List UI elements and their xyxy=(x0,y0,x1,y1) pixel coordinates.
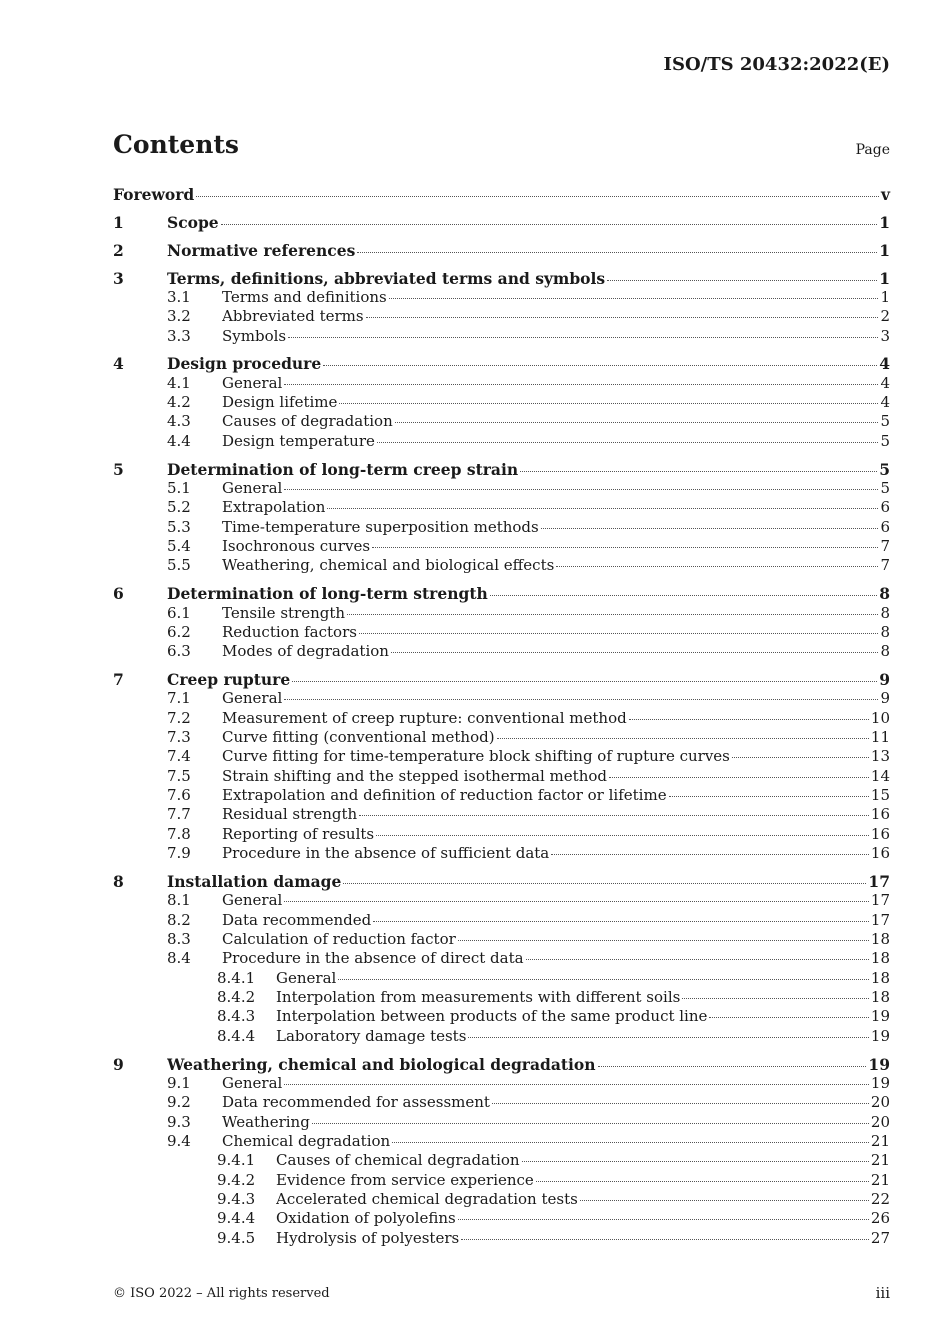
toc-entry-page: 8 xyxy=(879,584,890,604)
toc-entry-page: 1 xyxy=(879,212,890,232)
toc-entry-number: 5 xyxy=(113,459,124,479)
toc-entry[interactable] xyxy=(113,767,890,786)
dot-leader xyxy=(389,297,879,299)
toc-entry-title: Laboratory damage tests xyxy=(276,1026,467,1045)
toc-entry-title: Residual strength xyxy=(222,805,358,824)
toc-entry-page: 21 xyxy=(870,1170,890,1189)
toc-entry[interactable] xyxy=(113,969,890,988)
dot-leader xyxy=(609,776,869,778)
page-column-label: Page xyxy=(855,142,890,158)
toc-entry[interactable] xyxy=(113,354,890,373)
dot-leader xyxy=(556,565,878,567)
toc-entry-number: 3 xyxy=(113,268,124,288)
toc-entry-page: 13 xyxy=(870,747,890,766)
toc-entry[interactable] xyxy=(113,825,890,844)
dot-leader xyxy=(347,613,878,615)
toc-entry[interactable] xyxy=(113,460,890,479)
toc-entry-page: 5 xyxy=(880,478,890,497)
toc-entry-page: 19 xyxy=(868,1054,890,1074)
dot-leader xyxy=(629,718,869,720)
toc-entry[interactable] xyxy=(113,1055,890,1074)
toc-entry-title: Measurement of creep rupture: conventional method xyxy=(222,708,627,727)
toc-entry-page: 17 xyxy=(870,910,890,929)
toc-entry-number: 8.4.2 xyxy=(217,988,256,1007)
toc-entry[interactable] xyxy=(113,689,890,708)
toc-entry-page: 17 xyxy=(868,872,890,891)
toc-entry-page: 4 xyxy=(879,354,890,374)
toc-entry-number: 7 xyxy=(113,670,124,690)
toc-entry-title: Interpolation between products of the same product line xyxy=(276,1007,708,1026)
toc-entry[interactable] xyxy=(113,930,890,949)
contents-title-row xyxy=(113,130,890,166)
dot-leader xyxy=(468,1036,868,1038)
toc-entry[interactable] xyxy=(113,518,890,537)
toc-entry-title: General xyxy=(222,891,283,910)
toc-entry-page: 10 xyxy=(870,708,890,727)
toc-entry[interactable] xyxy=(113,911,890,930)
toc-entry-number: 8.1 xyxy=(167,891,191,910)
toc-entry[interactable] xyxy=(113,1093,890,1112)
toc-entry-number: 7.6 xyxy=(167,786,191,805)
toc-entry-page: 6 xyxy=(880,517,890,536)
toc-entry-page: 7 xyxy=(880,556,890,575)
toc-entry[interactable] xyxy=(113,432,890,451)
dot-leader xyxy=(288,336,878,338)
toc-entry-page: 4 xyxy=(880,393,890,412)
toc-entry[interactable] xyxy=(113,498,890,517)
toc-entry-number: 7.3 xyxy=(167,728,191,747)
toc-entry-number: 4.2 xyxy=(167,393,191,412)
toc-entry-page: 7 xyxy=(880,537,890,555)
toc-entry[interactable] xyxy=(113,1132,890,1151)
toc-entry-title: Evidence from service experience xyxy=(276,1170,534,1189)
dot-leader xyxy=(284,900,869,902)
toc-entry-number: 9.3 xyxy=(167,1112,191,1131)
toc-entry-page: 1 xyxy=(880,287,890,306)
toc-entry-title: Hydrolysis of polyesters xyxy=(276,1228,460,1247)
toc-entry-page: 1 xyxy=(879,240,890,260)
toc-entry[interactable] xyxy=(113,988,890,1007)
toc-entry-page: 21 xyxy=(870,1131,890,1150)
toc-entry-number: 9.1 xyxy=(167,1073,191,1092)
toc-entry-page: 4 xyxy=(880,373,890,392)
toc-entry-page: 3 xyxy=(880,326,890,345)
toc-entry-number: 4.4 xyxy=(167,431,191,450)
toc-entry-page: 5 xyxy=(880,431,890,450)
toc-entry-title: Data recommended xyxy=(222,910,372,929)
toc-entry-page: 19 xyxy=(870,1073,890,1092)
dot-leader xyxy=(526,958,869,960)
toc-entry-number: 6.3 xyxy=(167,642,191,661)
toc-entry-number: 8.4.3 xyxy=(217,1007,256,1026)
toc-entry-page: 18 xyxy=(870,968,890,987)
dot-leader xyxy=(395,421,879,423)
toc-entry-number: 7.8 xyxy=(167,824,191,843)
toc-entry-title: Interpolation from measurements with different soils xyxy=(276,988,681,1007)
toc-entry[interactable] xyxy=(113,670,890,689)
toc-entry[interactable] xyxy=(113,1229,890,1248)
toc-entry-page: 15 xyxy=(870,786,890,805)
toc-entry-page: 26 xyxy=(870,1209,890,1228)
toc-entry-title: Causes of chemical degradation xyxy=(276,1151,520,1170)
toc-entry-title: Installation damage xyxy=(167,872,342,891)
dot-leader xyxy=(391,651,879,653)
toc-entry-page: 8 xyxy=(880,642,890,661)
dot-leader xyxy=(284,1083,869,1085)
toc-entry[interactable] xyxy=(113,307,890,326)
toc-entry[interactable] xyxy=(113,584,890,603)
dot-leader xyxy=(669,795,869,797)
dot-leader xyxy=(458,1218,869,1220)
toc-entry-page: 20 xyxy=(870,1093,890,1112)
toc-entry-number: 7.2 xyxy=(167,708,191,727)
toc-entry-number: 5.5 xyxy=(167,556,191,575)
toc-entry-title: Design lifetime xyxy=(222,393,338,412)
toc-entry-title: Tensile strength xyxy=(222,603,346,622)
toc-entry-number: 7.1 xyxy=(167,689,191,708)
toc-entry-number: 5.1 xyxy=(167,478,191,497)
toc-entry-page: 19 xyxy=(870,1026,890,1045)
toc-entry-page: 21 xyxy=(870,1151,890,1170)
toc-entry-number: 7.5 xyxy=(167,766,191,785)
toc-entry-title: Reduction factors xyxy=(222,622,357,641)
toc-entry-title: Design temperature xyxy=(222,431,375,450)
toc-entry-page: 18 xyxy=(870,988,890,1007)
toc-entry[interactable] xyxy=(113,479,890,498)
dot-leader xyxy=(541,527,879,529)
toc-entry-number: 7.4 xyxy=(167,747,191,766)
toc-entry-page: 18 xyxy=(870,930,890,949)
toc-entry-page: 11 xyxy=(870,728,890,747)
dot-leader xyxy=(359,814,869,816)
toc-entry-title: Curve fitting (conventional method) xyxy=(222,728,495,747)
toc-entry-number: 8.4.1 xyxy=(217,968,256,987)
toc-entry-title: Weathering, chemical and biological degradation xyxy=(167,1054,596,1074)
toc-entry-title: Causes of degradation xyxy=(222,412,393,431)
toc-entry-number: 6.1 xyxy=(167,603,191,622)
toc-entry[interactable] xyxy=(113,269,890,288)
toc-entry-title: Determination of long-term strength xyxy=(167,584,488,604)
toc-entry[interactable] xyxy=(113,1171,890,1190)
toc-entry-number: 5.2 xyxy=(167,498,191,517)
toc-entry-page: 22 xyxy=(870,1190,890,1208)
dot-leader xyxy=(359,632,879,634)
toc-entry-title: Calculation of reduction factor xyxy=(222,930,456,949)
toc-entry-number: 2 xyxy=(113,240,124,260)
dot-leader xyxy=(392,1141,869,1143)
dot-leader xyxy=(522,1160,869,1162)
toc-entry-title: Modes of degradation xyxy=(222,642,389,661)
toc-entry-title: Symbols xyxy=(222,326,287,345)
toc-entry[interactable] xyxy=(113,393,890,412)
toc-entry-title: General xyxy=(222,689,283,708)
toc-entry-number: 9.4.4 xyxy=(217,1209,256,1228)
toc-entry-title: Weathering xyxy=(222,1112,310,1131)
dot-leader xyxy=(343,882,866,884)
toc-entry[interactable] xyxy=(113,604,890,623)
dot-leader xyxy=(339,402,878,404)
toc-entry-title: General xyxy=(222,478,283,497)
toc-entry-title: Determination of long-term creep strain xyxy=(167,459,519,479)
toc-entry[interactable] xyxy=(113,786,890,805)
toc-entry[interactable] xyxy=(113,374,890,393)
page-number: iii xyxy=(875,1284,890,1302)
toc-entry-number: 8.4 xyxy=(167,949,191,968)
toc-entry-title: Chemical degradation xyxy=(222,1131,391,1150)
toc-entry-page: 17 xyxy=(870,891,890,910)
toc-entry[interactable] xyxy=(113,709,890,728)
toc-entry[interactable] xyxy=(113,1209,890,1228)
toc-entry-number: 3.1 xyxy=(167,287,191,306)
toc-entry[interactable] xyxy=(113,537,890,556)
toc-entry-number: 4.1 xyxy=(167,373,191,392)
toc-entry-number: 6 xyxy=(113,584,124,604)
dot-leader xyxy=(366,316,879,318)
dot-leader xyxy=(598,1065,867,1067)
toc-entry-page: 16 xyxy=(870,844,890,863)
toc-entry-number: 8 xyxy=(113,872,124,891)
toc-entry[interactable] xyxy=(113,623,890,642)
toc-entry-page: 5 xyxy=(879,459,890,479)
toc-entry-number: 9.4.5 xyxy=(217,1228,256,1247)
dot-leader xyxy=(520,470,877,472)
toc-entry[interactable] xyxy=(113,1027,890,1046)
dot-leader xyxy=(607,279,877,281)
copyright-notice: © ISO 2022 – All rights reserved xyxy=(113,1286,330,1301)
toc-entry[interactable] xyxy=(113,185,890,204)
toc-entry[interactable] xyxy=(113,805,890,824)
toc-entry-title: General xyxy=(222,373,283,392)
toc-entry-page: 18 xyxy=(870,949,890,968)
toc-entry-title: Data recommended for assessment xyxy=(222,1093,490,1112)
dot-leader xyxy=(497,737,869,739)
toc-entry-title: Isochronous curves xyxy=(222,537,371,555)
toc-entry[interactable] xyxy=(113,949,890,968)
toc-entry-title: Terms and definitions xyxy=(222,287,387,306)
toc-entry[interactable] xyxy=(113,1190,890,1209)
toc-entry-number: 1 xyxy=(113,212,124,232)
toc-entry-title: Strain shifting and the stepped isothermal method xyxy=(222,766,607,785)
toc-entry[interactable] xyxy=(113,241,890,260)
toc-entry-page: 8 xyxy=(880,622,890,641)
toc-entry-page: v xyxy=(880,185,890,204)
table-of-contents xyxy=(113,185,890,1248)
toc-entry[interactable] xyxy=(113,891,890,910)
dot-leader xyxy=(284,488,878,490)
toc-entry[interactable] xyxy=(113,844,890,863)
toc-entry-number: 3.2 xyxy=(167,307,191,326)
toc-entry-number: 6.2 xyxy=(167,622,191,641)
toc-entry[interactable] xyxy=(113,747,890,766)
dot-leader xyxy=(732,756,869,758)
dot-leader xyxy=(458,939,869,941)
toc-entry-number: 5.4 xyxy=(167,537,191,555)
dot-leader xyxy=(372,546,878,548)
document-id: ISO/TS 20432:2022(E) xyxy=(663,54,890,75)
toc-entry-title: Time-temperature superposition methods xyxy=(222,517,539,536)
toc-entry-number: 9 xyxy=(113,1054,124,1074)
toc-entry-page: 16 xyxy=(870,805,890,824)
toc-entry-number: 9.4.1 xyxy=(217,1151,256,1170)
toc-entry-number: 8.4.4 xyxy=(217,1026,256,1045)
dot-leader xyxy=(492,1102,869,1104)
dot-leader xyxy=(284,383,878,385)
toc-entry-title: Weathering, chemical and biological effects xyxy=(222,556,555,575)
toc-entry-title: Abbreviated terms xyxy=(222,307,364,326)
page-title: Contents xyxy=(113,130,240,159)
toc-entry-title: Normative references xyxy=(167,240,356,260)
toc-entry-page: 16 xyxy=(870,824,890,843)
dot-leader xyxy=(284,698,878,700)
toc-entry-number: 9.4.3 xyxy=(217,1190,256,1208)
toc-entry-title: Foreword xyxy=(113,185,195,204)
dot-leader xyxy=(312,1122,869,1124)
toc-entry-number: 5.3 xyxy=(167,517,191,536)
dot-leader xyxy=(461,1238,869,1240)
toc-entry-page: 5 xyxy=(880,412,890,431)
toc-entry-title: Accelerated chemical degradation tests xyxy=(276,1190,578,1208)
toc-entry-number: 9.4 xyxy=(167,1131,191,1150)
toc-entry[interactable] xyxy=(113,1151,890,1170)
dot-leader xyxy=(580,1199,869,1201)
toc-entry-page: 19 xyxy=(870,1007,890,1026)
toc-entry-page: 14 xyxy=(870,766,890,785)
toc-entry-page: 9 xyxy=(879,670,890,690)
toc-entry[interactable] xyxy=(113,327,890,346)
toc-entry[interactable] xyxy=(113,1074,890,1093)
toc-entry-title: General xyxy=(222,1073,283,1092)
dot-leader xyxy=(196,195,879,197)
dot-leader xyxy=(536,1180,869,1182)
toc-entry-title: Reporting of results xyxy=(222,824,375,843)
toc-entry-title: General xyxy=(276,968,337,987)
toc-entry-title: Oxidation of polyolefins xyxy=(276,1209,456,1228)
dot-leader xyxy=(338,978,869,980)
dot-leader xyxy=(377,441,879,443)
toc-entry-page: 20 xyxy=(870,1112,890,1131)
toc-entry-title: Procedure in the absence of sufficient data xyxy=(222,844,550,863)
toc-entry[interactable] xyxy=(113,1007,890,1026)
toc-entry-title: Terms, definitions, abbreviated terms and symbols xyxy=(167,268,606,288)
toc-entry[interactable] xyxy=(113,728,890,747)
toc-entry-number: 8.3 xyxy=(167,930,191,949)
toc-entry-number: 4.3 xyxy=(167,412,191,431)
toc-entry-title: Creep rupture xyxy=(167,670,291,690)
toc-entry-page: 1 xyxy=(879,268,890,288)
toc-entry-title: Extrapolation and definition of reduction factor or lifetime xyxy=(222,786,667,805)
dot-leader xyxy=(551,853,869,855)
toc-entry[interactable] xyxy=(113,288,890,307)
toc-entry[interactable] xyxy=(113,213,890,232)
toc-entry-number: 8.2 xyxy=(167,910,191,929)
toc-entry-page: 9 xyxy=(880,689,890,708)
toc-entry-title: Curve fitting for time-temperature block shifting of rupture curves xyxy=(222,747,730,766)
dot-leader xyxy=(323,364,877,366)
toc-entry-number: 7.7 xyxy=(167,805,191,824)
dot-leader xyxy=(709,1016,869,1018)
toc-entry-title: Design procedure xyxy=(167,354,322,374)
toc-entry-page: 6 xyxy=(880,498,890,517)
dot-leader xyxy=(490,594,877,596)
toc-entry[interactable] xyxy=(113,642,890,661)
toc-entry-number: 7.9 xyxy=(167,844,191,863)
toc-entry-number: 9.2 xyxy=(167,1093,191,1112)
toc-entry-page: 27 xyxy=(870,1228,890,1247)
toc-entry-page: 2 xyxy=(880,307,890,326)
dot-leader xyxy=(327,507,878,509)
toc-entry-number: 4 xyxy=(113,354,124,374)
toc-entry[interactable] xyxy=(113,1113,890,1132)
dot-leader xyxy=(682,997,869,999)
toc-entry-title: Procedure in the absence of direct data xyxy=(222,949,524,968)
dot-leader xyxy=(376,834,869,836)
toc-entry[interactable] xyxy=(113,872,890,891)
toc-entry[interactable] xyxy=(113,412,890,431)
toc-entry-title: Scope xyxy=(167,212,219,232)
toc-entry-page: 8 xyxy=(880,603,890,622)
dot-leader xyxy=(357,251,877,253)
toc-entry-title: Extrapolation xyxy=(222,498,326,517)
toc-entry[interactable] xyxy=(113,556,890,575)
toc-entry-number: 3.3 xyxy=(167,326,191,345)
dot-leader xyxy=(373,920,869,922)
toc-entry-number: 9.4.2 xyxy=(217,1170,256,1189)
dot-leader xyxy=(292,680,877,682)
dot-leader xyxy=(221,223,878,225)
